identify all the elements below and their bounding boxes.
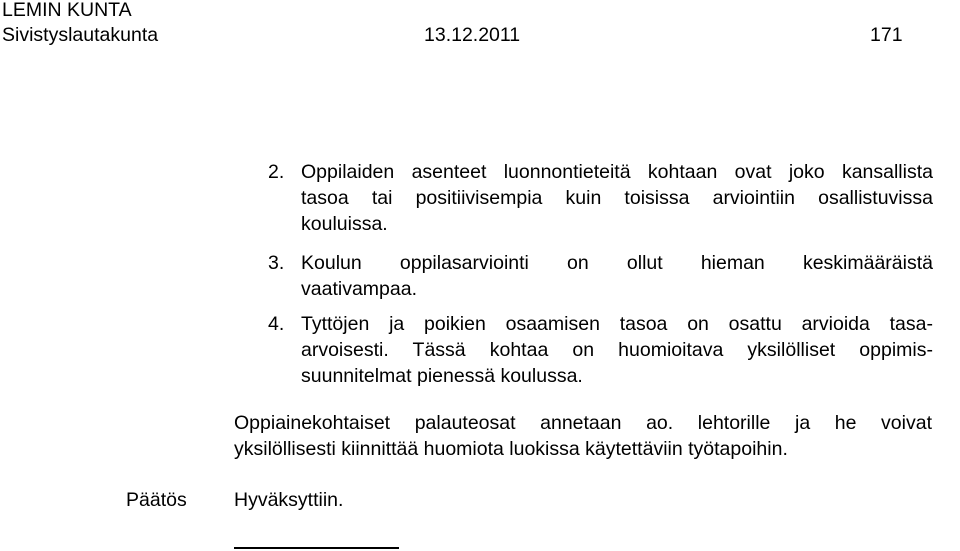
signature-line: [234, 547, 399, 549]
organization-name: LEMIN KUNTA: [2, 0, 132, 21]
item-number: 2.: [268, 161, 285, 183]
item-number: 4.: [268, 313, 285, 335]
numbered-item-4: [268, 311, 933, 389]
item-line: vaativampaa.: [301, 278, 417, 300]
item-line: suunnitelmat pienessä koulussa.: [301, 365, 583, 387]
item-number: 3.: [268, 252, 285, 274]
item-line: arvoisesti. Tässä kohtaa on huomioitava yksilölliset oppimis-: [301, 339, 933, 361]
numbered-item-3: [268, 250, 933, 302]
item-line: Koulun oppilasarviointi on ollut hieman keskimääräistä: [301, 252, 933, 274]
item-text: [268, 250, 933, 302]
document-date: 13.12.2011: [424, 24, 521, 46]
department-name: Sivistyslautakunta: [2, 24, 159, 46]
item-line: tasoa tai positiivisempia kuin toisissa arviointiin osallistuvissa: [301, 187, 933, 209]
item-text: [268, 159, 933, 237]
decision-label: Päätös: [126, 489, 187, 511]
paragraph-line: Oppiainekohtaiset palauteosat annetaan ao. lehtorille ja he voivat: [234, 412, 932, 434]
page-number: 171: [870, 24, 903, 46]
item-line: kouluissa.: [301, 213, 388, 235]
item-text: [268, 311, 933, 389]
paragraph-line: yksilöllisesti kiinnittää huomiota luokissa käytettäviin työtapoihin.: [234, 438, 788, 460]
item-line: Tyttöjen ja poikien osaamisen tasoa on osattu arvioida tasa-: [301, 313, 933, 335]
item-line: Oppilaiden asenteet luonnontieteitä kohtaan ovat joko kansallista: [301, 161, 933, 183]
decision-text: Hyväksyttiin.: [234, 489, 344, 511]
feedback-paragraph: [234, 410, 932, 462]
numbered-item-2: [268, 159, 933, 237]
